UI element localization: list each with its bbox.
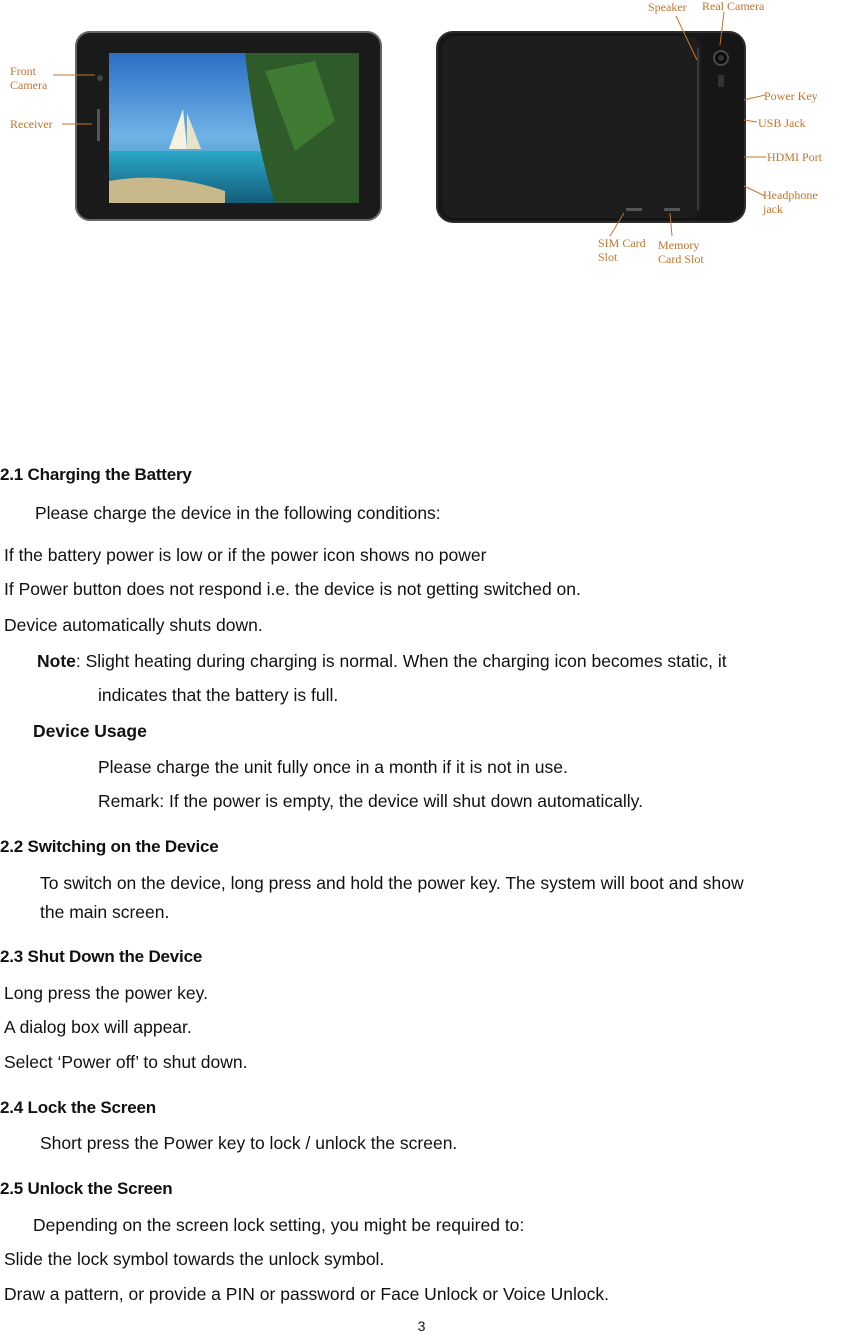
lock-screen-text: Short press the Power key to lock / unlock the screen. [40, 1133, 458, 1153]
charging-note-continued: indicates that the battery is full. [98, 685, 339, 705]
shutdown-step: A dialog box will appear. [4, 1017, 192, 1037]
power-key-label: Power Key [764, 89, 818, 103]
charging-condition: Device automatically shuts down. [4, 615, 263, 635]
switching-on-text: To switch on the device, long press and hold the power key. The system will boot and show [40, 873, 744, 893]
sim-card-slot-label: SIM Card Slot [598, 236, 646, 264]
note-label: Note [37, 651, 76, 671]
shutdown-step: Long press the power key. [4, 983, 208, 1003]
receiver-label: Receiver [10, 117, 53, 131]
hdmi-port-label: HDMI Port [767, 150, 823, 164]
unlock-intro: Depending on the screen lock setting, you might be required to: [33, 1215, 525, 1235]
front-camera-label: Front Camera [10, 64, 48, 92]
real-camera-label: Real Camera [702, 0, 765, 13]
note-text: : Slight heating during charging is normal. When the charging icon becomes static, it [75, 651, 727, 671]
section-heading-2-5: 2.5 Unlock the Screen [0, 1179, 173, 1198]
switching-on-text-continued: the main screen. [40, 902, 170, 922]
memory-card-slot-label: Memory Card Slot [658, 238, 704, 266]
device-figure [0, 0, 843, 420]
section-heading-2-1: 2.1 Charging the Battery [0, 465, 192, 484]
page-number: 3 [417, 1318, 426, 1334]
headphone-jack-label: Headphone jack [763, 188, 818, 216]
unlock-option: Slide the lock symbol towards the unlock symbol. [4, 1249, 385, 1269]
usb-jack-label: USB Jack [758, 116, 806, 130]
unlock-option: Draw a pattern, or provide a PIN or password or Face Unlock or Voice Unlock. [4, 1284, 609, 1304]
speaker-label: Speaker [648, 0, 687, 14]
callout-lines [0, 0, 843, 300]
section-heading-2-3: 2.3 Shut Down the Device [0, 947, 203, 966]
device-usage-remark: Remark: If the power is empty, the device will shut down automatically. [98, 791, 643, 811]
charging-note [37, 650, 727, 672]
device-usage-line: Please charge the unit fully once in a month if it is not in use. [98, 757, 568, 777]
section-heading-2-2: 2.2 Switching on the Device [0, 837, 219, 856]
device-usage-title: Device Usage [33, 721, 147, 741]
charging-condition: If Power button does not respond i.e. the device is not getting switched on. [4, 579, 581, 599]
charging-intro: Please charge the device in the following conditions: [35, 503, 441, 523]
charging-condition: If the battery power is low or if the power icon shows no power [4, 545, 487, 565]
section-heading-2-4: 2.4 Lock the Screen [0, 1098, 156, 1117]
shutdown-step: Select ‘Power off’ to shut down. [4, 1052, 248, 1072]
